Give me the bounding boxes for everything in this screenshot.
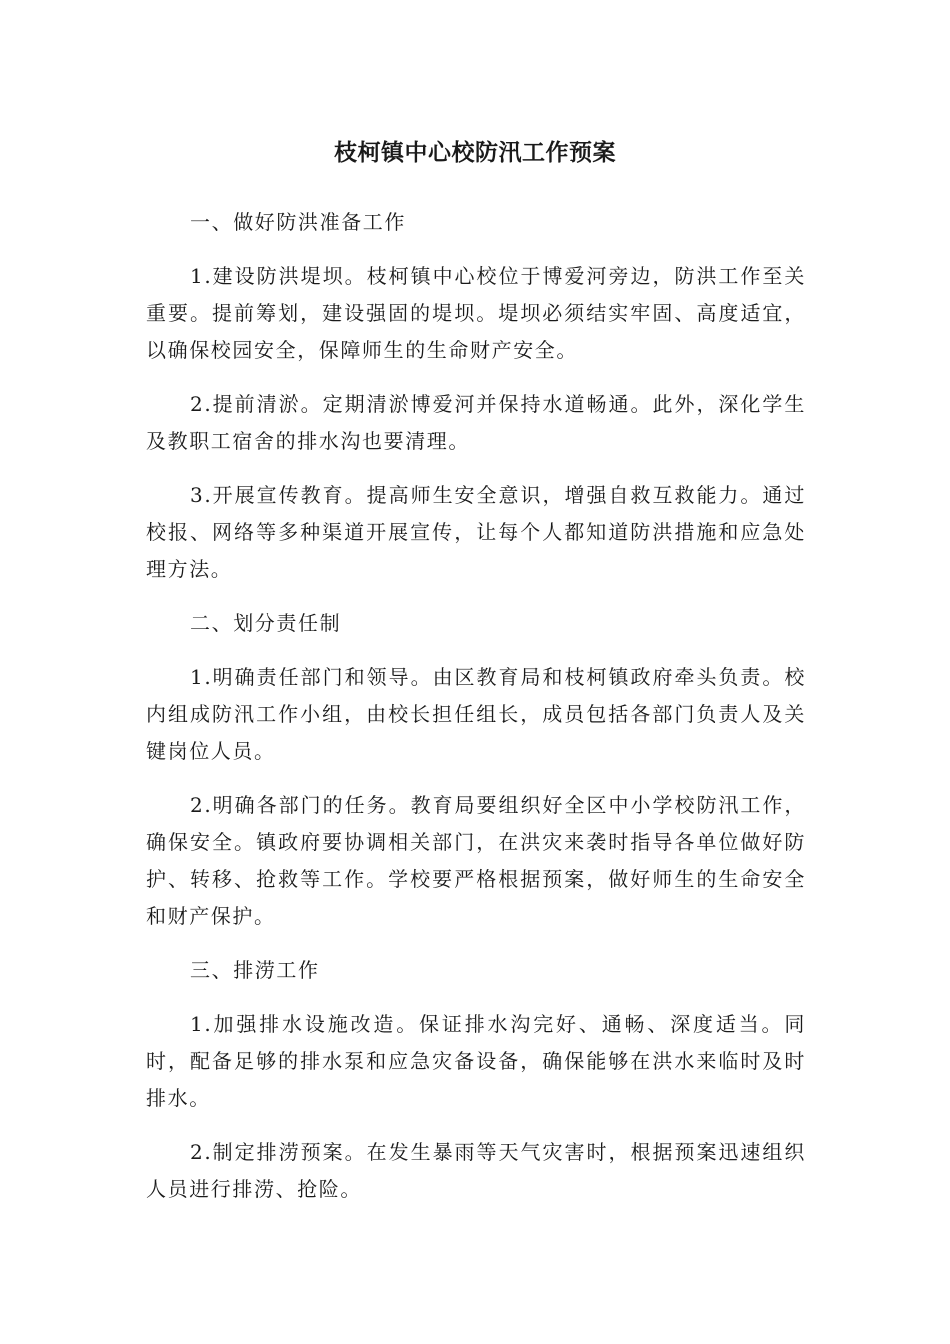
section-heading-2: 二、划分责任制	[190, 611, 342, 635]
paragraph-2-1: 1.明确责任部门和领导。由区教育局和枝柯镇政府牵头负责。校内组成防汛工作小组，由校长担任组长，成员包括各部门负责人及关键岗位人员。	[146, 665, 806, 763]
paragraph-1-2: 2.提前清淤。定期清淤博爱河并保持水道畅通。此外，深化学生及教职工宿舍的排水沟也要清理。	[146, 392, 806, 453]
paragraph-3-1: 1.加强排水设施改造。保证排水沟完好、通畅、深度适当。同时，配备足够的排水泵和应急灾备设备，确保能够在洪水来临时及时排水。	[146, 1012, 806, 1110]
paragraph-1-1: 1.建设防洪堤坝。枝柯镇中心校位于博爱河旁边，防洪工作至关重要。提前筹划，建设强固的堤坝。堤坝必须结实牢固、高度适宜，以确保校园安全，保障师生的生命财产安全。	[146, 264, 806, 362]
paragraph-1-3: 3.开展宣传教育。提高师生安全意识，增强自救互救能力。通过校报、网络等多种渠道开展宣传，让每个人都知道防洪措施和应急处理方法。	[146, 483, 806, 581]
section-heading-3: 三、排涝工作	[190, 958, 320, 982]
document-title: 枝柯镇中心校防汛工作预案	[334, 140, 616, 166]
paragraph-3-2: 2.制定排涝预案。在发生暴雨等天气灾害时，根据预案迅速组织人员进行排涝、抢险。	[146, 1140, 806, 1201]
paragraph-2-2: 2.明确各部门的任务。教育局要组织好全区中小学校防汛工作，确保安全。镇政府要协调相关部门，在洪灾来袭时指导各单位做好防护、转移、抢救等工作。学校要严格根据预案，做好师生的生命安全和财产保护。	[146, 793, 806, 928]
document-body	[146, 204, 806, 1225]
section-heading-1: 一、做好防洪准备工作	[190, 210, 406, 234]
